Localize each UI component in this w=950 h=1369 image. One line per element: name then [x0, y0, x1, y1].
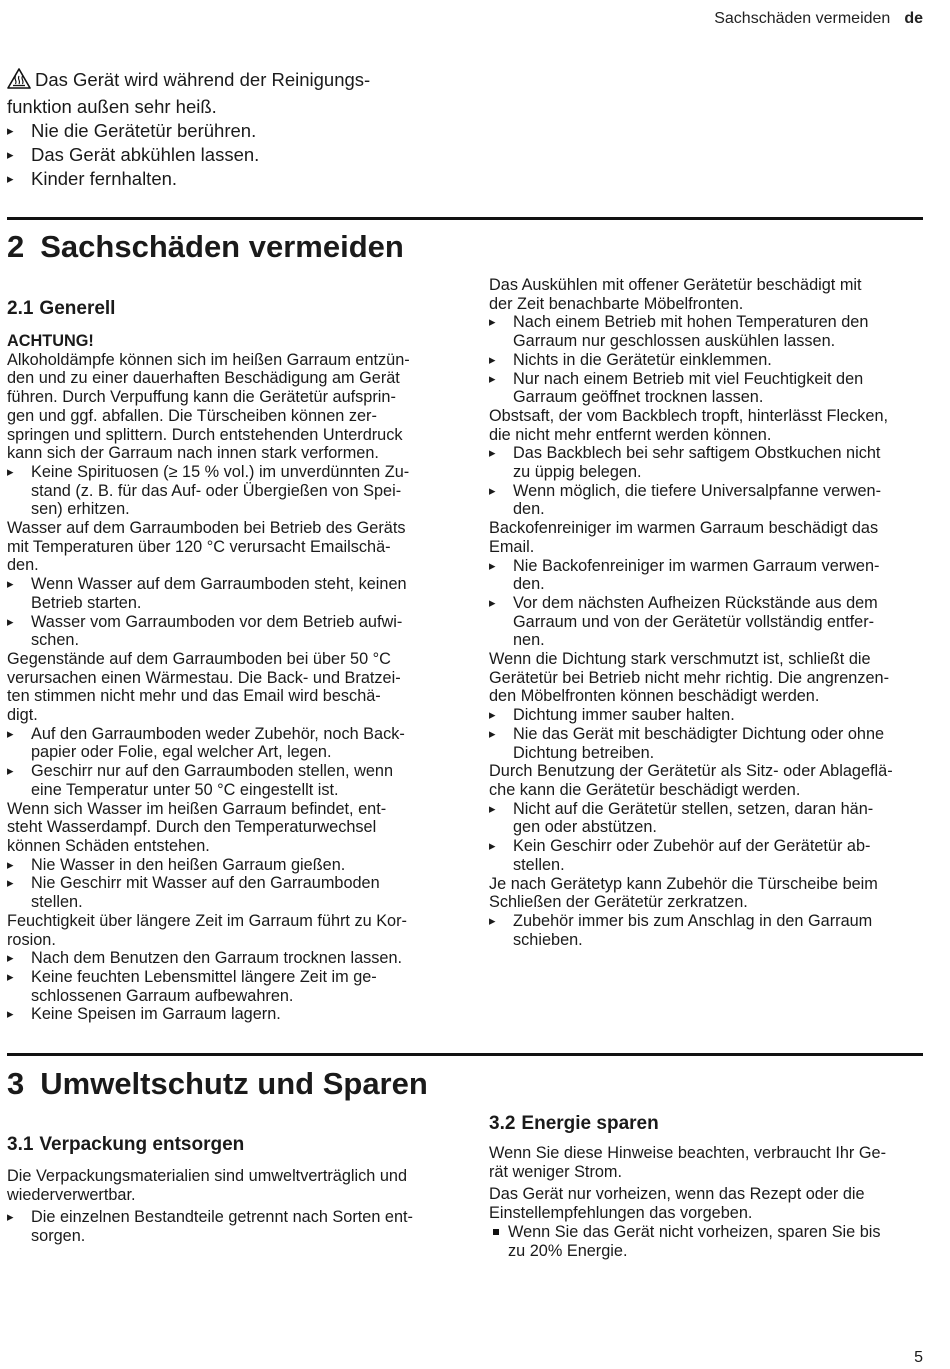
paragraph-line: Obstsaft, der vom Backblech tropft, hinterlässt Flecken,: [489, 406, 889, 425]
paragraph-line: führen. Durch Verpuffung kann die Gerätetür aufsprin-: [7, 388, 396, 407]
paragraph-line: rät weniger Strom.: [489, 1162, 623, 1181]
bullet-continuation: Betrieb starten.: [31, 593, 142, 612]
header-section-title: Sachschäden vermeiden: [714, 10, 891, 27]
section-3-heading: [7, 1066, 428, 1102]
bullet-continuation: gen oder abstützen.: [513, 818, 657, 837]
bullet-item: ▸ Nie Geschirr mit Wasser auf den Garraumboden: [7, 874, 452, 893]
bullet-item: ▸ Auf den Garraumboden weder Zubehör, noch Back-: [7, 725, 452, 744]
paragraph-line: steht Wasserdampf. Durch den Temperaturwechsel: [7, 818, 377, 837]
paragraph-line: Email.: [489, 537, 535, 556]
bullet-item: ▸ Vor dem nächsten Aufheizen Rückstände aus dem: [489, 594, 929, 613]
subsection-title: Verpackung entsorgen: [39, 1134, 245, 1155]
subsection-3-2-text: [489, 1144, 929, 1260]
section-title: Umweltschutz und Sparen: [40, 1066, 428, 1101]
bullet-continuation: Garraum geöffnet trocknen lassen.: [513, 388, 764, 407]
bullet-continuation: stand (z. B. für das Auf- oder Übergießen von Spei-: [31, 481, 402, 500]
bullet-continuation: schieben.: [513, 930, 583, 949]
bullet-continuation: den.: [513, 500, 545, 519]
paragraph-line: Das Auskühlen mit offener Gerätetür beschädigt mit: [489, 276, 862, 294]
paragraph-line: der Zeit benachbarte Möbelfronten.: [489, 294, 744, 313]
warning-bullet: ▸ Nie die Gerätetür berühren.: [7, 119, 447, 143]
bullet-continuation: zu üppig belegen.: [513, 463, 642, 482]
section-title: Sachschäden vermeiden: [40, 229, 404, 264]
paragraph-line: den Möbelfronten können beschädigt werden.: [489, 687, 820, 706]
paragraph-line: rosion.: [7, 930, 56, 949]
left-column-text: [7, 332, 452, 1024]
paragraph-line: Gegenstände auf dem Garraumboden bei über 50 °C: [7, 649, 391, 668]
paragraph-line: Wasser auf dem Garraumboden bei Betrieb des Geräts: [7, 519, 406, 538]
paragraph-line: den.: [7, 556, 39, 575]
section-number: 2: [7, 229, 25, 264]
paragraph-line: können Schäden entstehen.: [7, 836, 210, 855]
section-2-heading: [7, 229, 404, 265]
bullet-item: ▸ Keine Speisen im Garraum lagern.: [7, 1005, 452, 1024]
bullet-continuation: sen) erhitzen.: [31, 500, 130, 519]
subsection-number: 3.2: [489, 1113, 516, 1134]
section-divider: [7, 1053, 923, 1056]
paragraph-line: Schließen der Gerätetür zerkratzen.: [489, 893, 748, 912]
paragraph-line: Wenn die Dichtung stark verschmutzt ist, schließt die: [489, 650, 871, 669]
warning-line: funktion außen sehr heiß.: [7, 96, 217, 117]
bullet-item: ▸ Nie Wasser in den heißen Garraum gießen.: [7, 856, 452, 875]
bullet-continuation: stellen.: [31, 893, 83, 912]
paragraph-line: Das Gerät nur vorheizen, wenn das Rezept oder die: [489, 1185, 865, 1204]
bullet-continuation: Garraum nur geschlossen auskühlen lassen.: [513, 332, 836, 351]
paragraph-line: digt.: [7, 706, 38, 725]
bullet-item: ▸ Geschirr nur auf den Garraumboden stellen, wenn: [7, 762, 452, 781]
header-language: de: [904, 10, 923, 27]
paragraph-line: Backofenreiniger im warmen Garraum beschädigt das: [489, 519, 879, 538]
hot-surface-warning-icon: [7, 68, 31, 95]
section-number: 3: [7, 1066, 25, 1101]
bullet-continuation: papier oder Folie, egal welcher Art, legen.: [31, 743, 332, 762]
paragraph-line: wiederverwertbar.: [7, 1185, 136, 1204]
paragraph-line: die nicht mehr entfernt werden können.: [489, 425, 772, 444]
bullet-item: ▸ Nicht auf die Gerätetür stellen, setzen, daran hän-: [489, 800, 929, 819]
bullet-continuation: stellen.: [513, 855, 565, 874]
paragraph-line: Einstellempfehlungen das vorgeben.: [489, 1204, 753, 1223]
bullet-item: ▸ Nach dem Benutzen den Garraum trocknen lassen.: [7, 949, 452, 968]
paragraph-line: Je nach Gerätetyp kann Zubehör die Türscheibe beim: [489, 874, 878, 893]
subsection-title: Generell: [39, 298, 116, 319]
paragraph-line: ten stimmen nicht mehr und das Email wird beschä-: [7, 687, 381, 706]
bullet-item: ▸ Zubehör immer bis zum Anschlag in den Garraum: [489, 912, 929, 931]
paragraph-line: Wenn sich Wasser im heißen Garraum befindet, ent-: [7, 799, 387, 818]
bullet-continuation: zu 20% Energie.: [508, 1241, 628, 1260]
bullet-item: ▸ Nach einem Betrieb mit hohen Temperaturen den: [489, 313, 929, 332]
page-header: [714, 10, 923, 28]
bullet-item: ▸ Die einzelnen Bestandteile getrennt nach Sorten ent-: [7, 1208, 452, 1227]
subsection-number: 3.1: [7, 1134, 34, 1155]
bullet-continuation: schlossenen Garraum aufbewahren.: [31, 986, 294, 1005]
subsection-number: 2.1: [7, 298, 34, 319]
bullet-item: ▸ Nichts in die Gerätetür einklemmen.: [489, 351, 929, 370]
section-divider: [7, 217, 923, 220]
subsection-3-2-heading: [489, 1113, 659, 1135]
warning-bullet: ▸ Das Gerät abkühlen lassen.: [7, 143, 447, 167]
caution-label: ACHTUNG!: [7, 332, 94, 350]
subsection-3-1-heading: [7, 1134, 244, 1156]
paragraph-line: springen und splittern. Durch entstehenden Unterdruck: [7, 425, 403, 444]
paragraph-line: Die Verpackungsmaterialien sind umweltverträglich und: [7, 1167, 407, 1185]
bullet-item: ▸ Nie das Gerät mit beschädigter Dichtung oder ohne: [489, 725, 929, 744]
paragraph-line: Wenn Sie diese Hinweise beachten, verbraucht Ihr Ge-: [489, 1144, 886, 1162]
bullet-item: ▸ Dichtung immer sauber halten.: [489, 706, 929, 725]
paragraph-line: che kann die Gerätetür beschädigt werden.: [489, 780, 801, 799]
bullet-item: ▸ Das Backblech bei sehr saftigem Obstkuchen nicht: [489, 444, 929, 463]
warning-text: Das Gerät wird während der Reinigungs-: [35, 69, 371, 90]
bullet-item: ▸ Keine feuchten Lebensmittel längere Zeit im ge-: [7, 968, 452, 987]
square-bullet-item: Wenn Sie das Gerät nicht vorheizen, sparen Sie bis: [489, 1223, 929, 1242]
paragraph-line: Alkoholdämpfe können sich im heißen Garraum entzün-: [7, 350, 410, 369]
paragraph-line: kann sich der Garraum nach innen stark verformen.: [7, 444, 379, 463]
page-number: 5: [914, 1349, 923, 1366]
subsection-title: Energie sparen: [521, 1113, 659, 1134]
paragraph-line: Feuchtigkeit über längere Zeit im Garraum führt zu Kor-: [7, 911, 407, 930]
bullet-continuation: sorgen.: [31, 1227, 86, 1246]
bullet-item: ▸ Nie Backofenreiniger im warmen Garraum verwen-: [489, 557, 929, 576]
bullet-item: ▸ Wenn Wasser auf dem Garraumboden steht, keinen: [7, 575, 452, 594]
paragraph-line: Durch Benutzung der Gerätetür als Sitz- oder Ablageflä-: [489, 762, 893, 781]
bullet-continuation: Garraum und von der Gerätetür vollständig entfer-: [513, 612, 875, 631]
subsection-3-1-text: [7, 1167, 452, 1246]
paragraph-line: den und zu einer dauerhaften Beschädigung am Gerät: [7, 369, 400, 388]
bullet-item: ▸ Keine Spirituosen (≥ 15 % vol.) im unverdünnten Zu-: [7, 463, 452, 482]
warning-block: [7, 68, 447, 191]
right-column-text: [489, 276, 929, 949]
bullet-continuation: eine Temperatur unter 50 °C eingestellt ist.: [31, 780, 339, 799]
paragraph-line: gen und ggf. abfallen. Die Türscheiben können zer-: [7, 406, 377, 425]
paragraph-line: verursachen einen Wärmestau. Die Back- und Bratzei-: [7, 668, 401, 687]
bullet-item: ▸ Kein Geschirr oder Zubehör auf der Gerätetür ab-: [489, 837, 929, 856]
bullet-item: ▸ Nur nach einem Betrieb mit viel Feuchtigkeit den: [489, 370, 929, 389]
bullet-item: ▸ Wasser vom Garraumboden vor dem Betrieb aufwi-: [7, 613, 452, 632]
bullet-continuation: den.: [513, 575, 545, 594]
paragraph-line: mit Temperaturen über 120 °C verursacht Emailschä-: [7, 537, 391, 556]
bullet-item: ▸ Wenn möglich, die tiefere Universalpfanne verwen-: [489, 482, 929, 501]
subsection-2-1-heading: [7, 298, 115, 320]
bullet-continuation: nen.: [513, 631, 545, 650]
warning-bullet: ▸ Kinder fernhalten.: [7, 167, 447, 191]
bullet-continuation: schen.: [31, 631, 79, 650]
warning-line: [7, 68, 447, 95]
bullet-continuation: Dichtung betreiben.: [513, 743, 655, 762]
paragraph-line: Gerätetür bei Betrieb nicht mehr richtig. Die angrenzen-: [489, 668, 889, 687]
